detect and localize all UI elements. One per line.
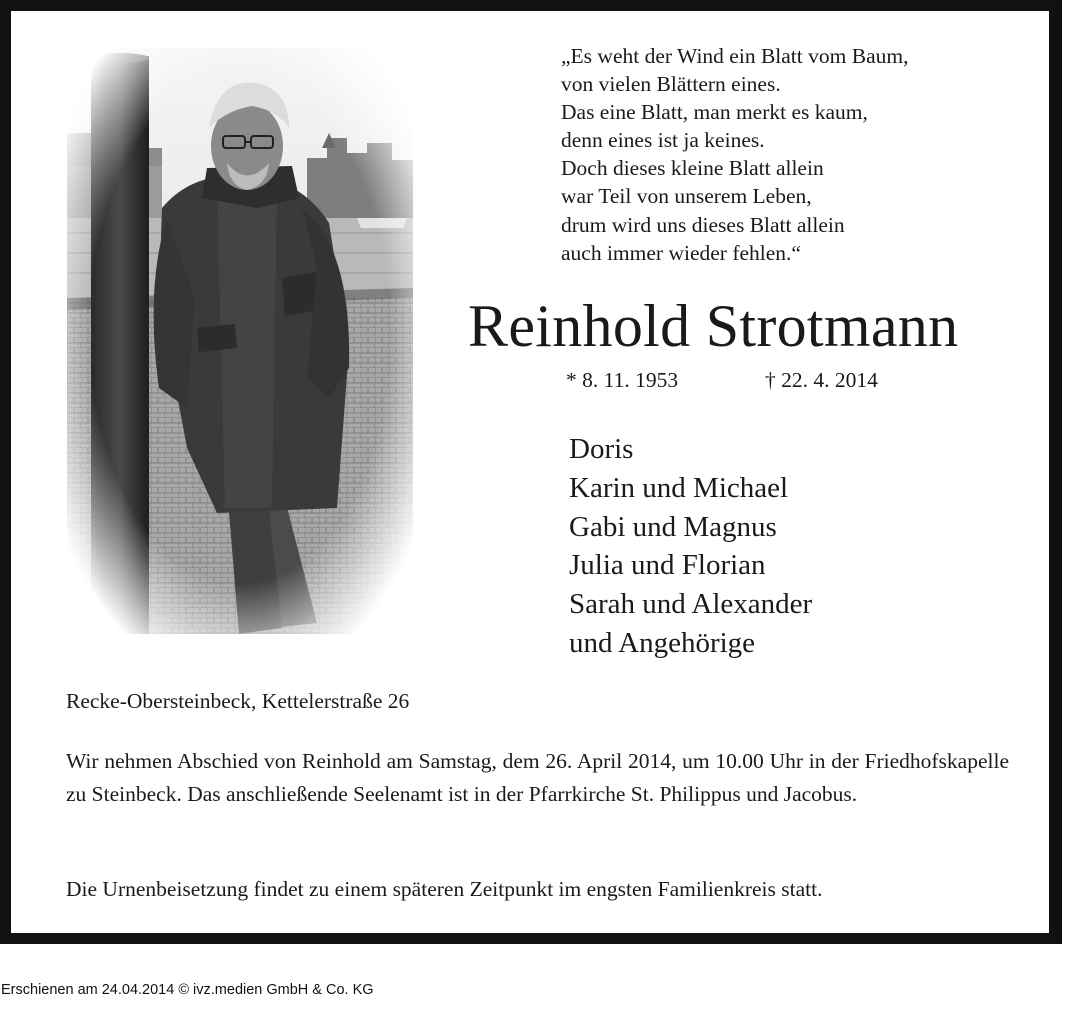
deceased-name: Reinhold Strotmann xyxy=(468,293,959,359)
family-member: Karin und Michael xyxy=(569,471,789,504)
portrait-photo xyxy=(67,48,413,634)
poem-line: „Es weht der Wind ein Blatt vom Baum, xyxy=(561,44,909,68)
urn-burial-paragraph: Die Urnenbeisetzung findet zu einem späteren Zeitpunkt im engsten Familienkreis statt. xyxy=(66,877,823,901)
poem-line: war Teil von unserem Leben, xyxy=(561,184,812,209)
family-list xyxy=(569,430,1009,663)
poem xyxy=(561,42,1021,267)
funeral-notice-paragraph: Wir nehmen Abschied von Reinhold am Samstag, dem 26. April 2014, um 10.00 Uhr in der Friedhofskapelle zu Steinbeck. Das anschließende Seelenamt ist in der Pfarrkirche St. Philippus und Jacobus. xyxy=(66,749,1009,806)
poem-line: denn eines ist ja keines. xyxy=(561,128,765,153)
poem-line: Doch dieses kleine Blatt allein xyxy=(561,156,824,181)
family-member: und Angehörige xyxy=(569,626,756,659)
family-member: Doris xyxy=(569,433,634,465)
family-member: Julia und Florian xyxy=(569,549,766,582)
publication-footer: Erschienen am 24.04.2014 © ivz.medien GmbH & Co. KG xyxy=(1,982,374,998)
family-member: Sarah und Alexander xyxy=(569,588,813,621)
poem-line: Das eine Blatt, man merkt es kaum, xyxy=(561,100,868,125)
poem-line: von vielen Blättern eines. xyxy=(561,72,781,97)
death-date: † 22. 4. 2014 xyxy=(765,368,878,392)
poem-line: drum wird uns dieses Blatt allein xyxy=(561,212,845,237)
address: Recke-Obersteinbeck, Kettelerstraße 26 xyxy=(66,689,410,713)
poem-line: auch immer wieder fehlen.“ xyxy=(561,240,801,265)
birth-date: * 8. 11. 1953 xyxy=(566,368,679,392)
family-member: Gabi und Magnus xyxy=(569,510,777,543)
